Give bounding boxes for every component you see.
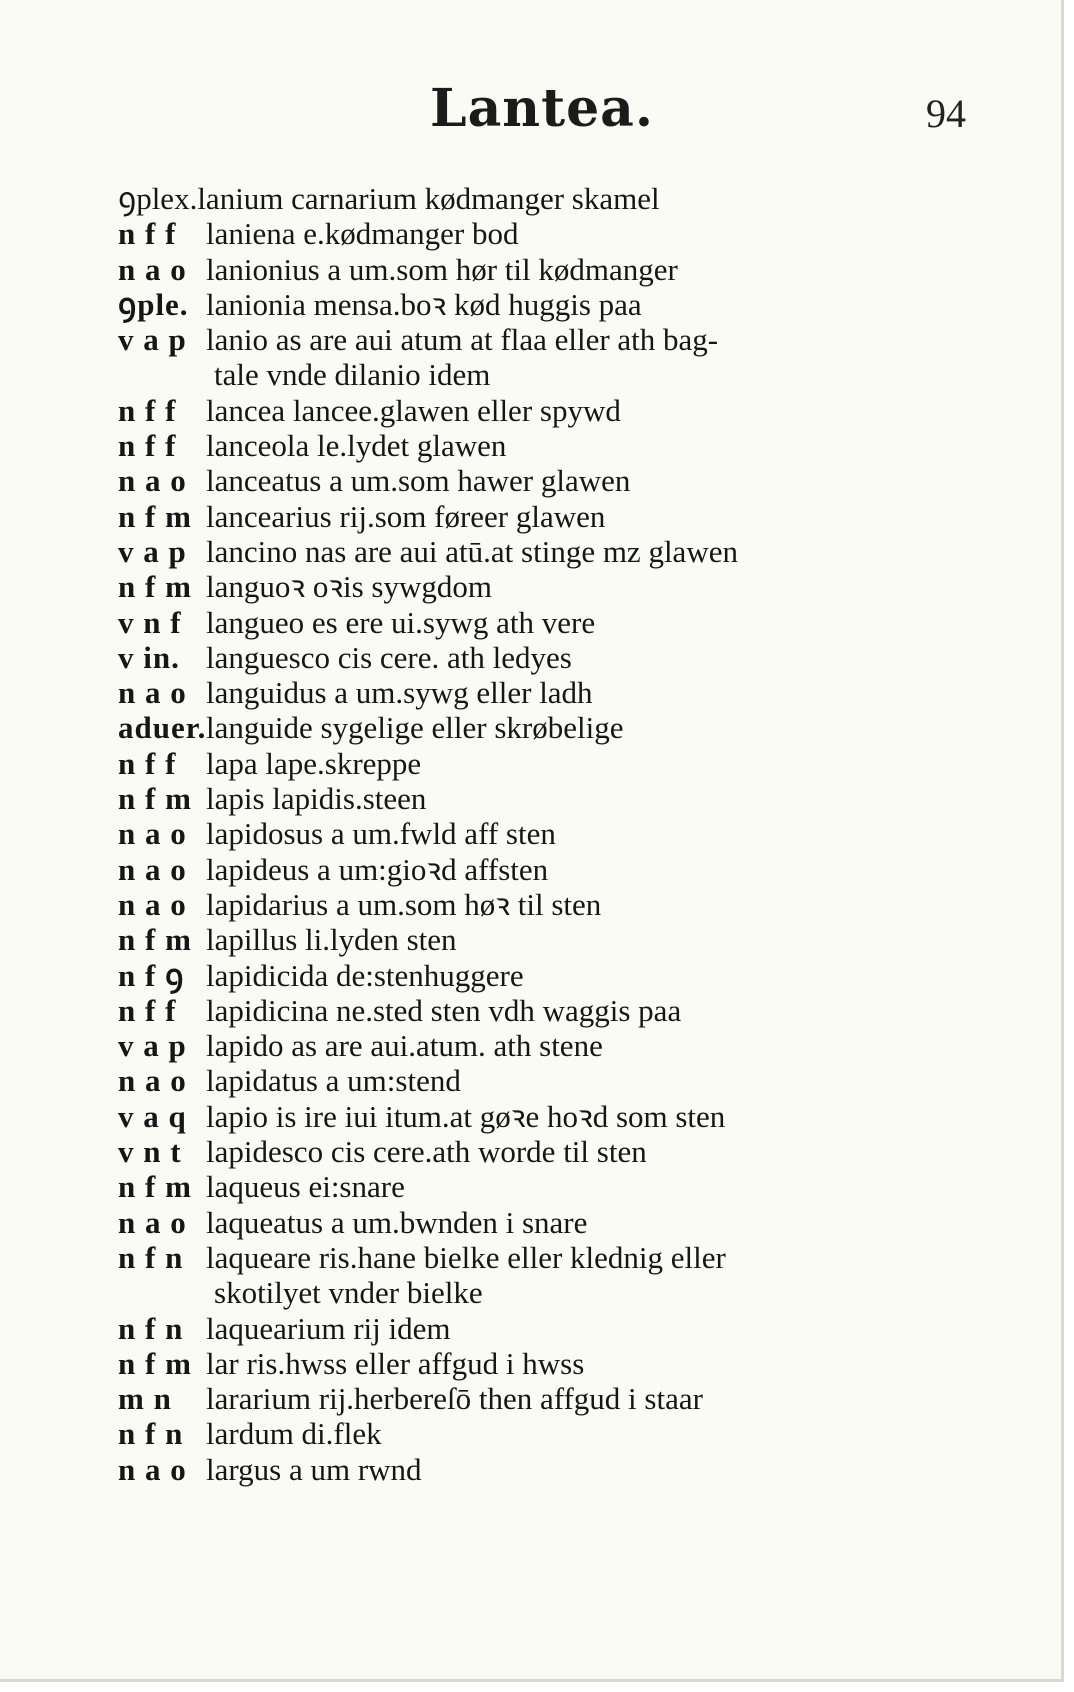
- entry-text: lapillus li.lyden sten: [206, 922, 457, 958]
- dictionary-entry: [118, 1240, 938, 1311]
- grammar-code: n f m: [118, 498, 192, 534]
- entry-text: languide sygelige eller skrøbelige: [206, 710, 624, 746]
- dictionary-entry: [118, 463, 938, 498]
- entry-text: languesco cis cere. ath ledyes: [206, 639, 572, 675]
- entry-text: langueo es ere ui.sywg ath vere: [206, 604, 596, 640]
- grammar-code: n a o: [118, 1204, 187, 1240]
- grammar-code: n f ꝯ: [118, 957, 185, 993]
- grammar-code: n a o: [118, 463, 187, 499]
- grammar-code: n f f: [118, 428, 177, 464]
- grammar-code: n a o: [118, 1063, 187, 1099]
- grammar-code: v n f: [118, 604, 182, 640]
- dictionary-entry: [118, 322, 938, 393]
- entry-text: lapidicida de:stenhuggere: [206, 957, 524, 993]
- entry-continuation: tale vnde dilanio idem: [214, 357, 491, 393]
- entry-text: lapidicina ne.sted sten vdh waggis paa: [206, 992, 682, 1028]
- dictionary-entry: [118, 1134, 938, 1169]
- dictionary-entries: [118, 181, 938, 1487]
- entry-text: lanceola le.lydet glawen: [206, 428, 507, 464]
- entry-text: lapido as are aui.atum. ath stene: [206, 1028, 603, 1064]
- dictionary-entry: [118, 534, 938, 569]
- grammar-code: v a p: [118, 1028, 187, 1064]
- grammar-code: n f m: [118, 781, 192, 817]
- dictionary-entry: [118, 428, 938, 463]
- grammar-code: n a o: [118, 675, 187, 711]
- grammar-code: n f m: [118, 1345, 192, 1381]
- entry-text: lapidosus a um.fwld aff sten: [206, 816, 556, 852]
- entry-text: laqueare ris.hane bielke eller klednig eller: [206, 1239, 726, 1275]
- entry-text: lapidesco cis cere.ath worde til sten: [206, 1134, 647, 1170]
- entry-text: lancino nas are aui atū.at stinge mz glawen: [206, 533, 738, 569]
- entry-text: laquearium rij idem: [206, 1310, 451, 1346]
- dictionary-entry: [118, 852, 938, 887]
- grammar-code: v in.: [118, 639, 180, 675]
- grammar-code: n f f: [118, 392, 177, 428]
- entry-text: lapis lapidis.steen: [206, 781, 427, 817]
- entry-text: lapideus a um:gioꝛd affsten: [206, 851, 549, 887]
- entry-text: lanio as are aui atum at flaa eller ath bag-: [206, 322, 719, 358]
- grammar-code: n a o: [118, 851, 187, 887]
- entry-text: laqueus ei:snare: [206, 1169, 405, 1205]
- dictionary-entry: [118, 1063, 938, 1098]
- entry-text: lanceatus a um.som hawer glawen: [206, 463, 631, 499]
- dictionary-entry: [118, 746, 938, 781]
- grammar-code: ꝯple.: [118, 286, 189, 322]
- entry-text: ꝯplex.lanium carnarium kødmanger skamel: [118, 181, 660, 216]
- dictionary-entry: [118, 499, 938, 534]
- grammar-code: n a o: [118, 816, 187, 852]
- grammar-code: n a o: [118, 1451, 187, 1487]
- page-header: [0, 78, 1064, 148]
- entry-continuation: skotilyet vnder bielke: [214, 1275, 483, 1311]
- dictionary-entry: [118, 710, 938, 745]
- dictionary-entry: [118, 781, 938, 816]
- dictionary-entry: [118, 1381, 938, 1416]
- dictionary-entry: [118, 958, 938, 993]
- dictionary-entry: [118, 675, 938, 710]
- dictionary-entry: [118, 1028, 938, 1063]
- dictionary-entry: [118, 922, 938, 957]
- dictionary-entry: [118, 1416, 938, 1451]
- dictionary-entry: [118, 569, 938, 604]
- grammar-code: n f n: [118, 1310, 184, 1346]
- grammar-code: aduer.: [118, 710, 207, 746]
- entry-text: lapidarius a um.som høꝛ til sten: [206, 886, 602, 922]
- entry-text: lar ris.hwss eller affgud i hwss: [206, 1345, 585, 1381]
- grammar-code: n f m: [118, 922, 192, 958]
- dictionary-entry: [118, 393, 938, 428]
- grammar-code: v n t: [118, 1134, 182, 1170]
- entry-text: lanionia mensa.boꝛ kød huggis paa: [206, 286, 642, 322]
- dictionary-entry: [118, 287, 938, 322]
- grammar-code: v a p: [118, 533, 187, 569]
- grammar-code: n f f: [118, 992, 177, 1028]
- entry-text: lararium rij.herbereſō then affgud i staar: [206, 1381, 703, 1417]
- grammar-code: n f n: [118, 1239, 184, 1275]
- dictionary-entry: [118, 216, 938, 251]
- dictionary-entry: [118, 1099, 938, 1134]
- entry-text: lancea lancee.glawen eller spywd: [206, 392, 621, 428]
- dictionary-entry: [118, 181, 938, 216]
- grammar-code: n f f: [118, 216, 177, 252]
- dictionary-entry: [118, 1346, 938, 1381]
- dictionary-entry: [118, 1311, 938, 1346]
- page-title: Lantea.: [430, 78, 654, 139]
- entry-text: languidus a um.sywg eller ladh: [206, 675, 593, 711]
- dictionary-entry: [118, 816, 938, 851]
- dictionary-entry: [118, 252, 938, 287]
- dictionary-entry: [118, 605, 938, 640]
- dictionary-entry: [118, 1452, 938, 1487]
- entry-text: lardum di.flek: [206, 1416, 382, 1452]
- entry-text: laniena e.kødmanger bod: [206, 216, 519, 252]
- grammar-code: n f n: [118, 1416, 184, 1452]
- grammar-code: m n: [118, 1381, 172, 1417]
- entry-text: largus a um rwnd: [206, 1451, 422, 1487]
- entry-text: lapidatus a um:stend: [206, 1063, 461, 1099]
- grammar-code: n a o: [118, 251, 187, 287]
- dictionary-entry: [118, 993, 938, 1028]
- dictionary-entry: [118, 1205, 938, 1240]
- page-number: 94: [926, 91, 966, 136]
- grammar-code: n f m: [118, 569, 192, 605]
- entry-text: lapio is ire iui itum.at gøꝛe hoꝛd som sten: [206, 1098, 726, 1134]
- grammar-code: v a p: [118, 322, 187, 358]
- dictionary-entry: [118, 640, 938, 675]
- dictionary-entry: [118, 1169, 938, 1204]
- grammar-code: v a q: [118, 1098, 187, 1134]
- entry-text: laqueatus a um.bwnden i snare: [206, 1204, 588, 1240]
- dictionary-entry: [118, 887, 938, 922]
- grammar-code: n f f: [118, 745, 177, 781]
- entry-text: lanionius a um.som hør til kødmanger: [206, 251, 678, 287]
- grammar-code: n f m: [118, 1169, 192, 1205]
- entry-text: lapa lape.skreppe: [206, 745, 422, 781]
- entry-text: lancearius rij.som føreer glawen: [206, 498, 606, 534]
- grammar-code: n a o: [118, 886, 187, 922]
- entry-text: languoꝛ oꝛis sywgdom: [206, 569, 493, 605]
